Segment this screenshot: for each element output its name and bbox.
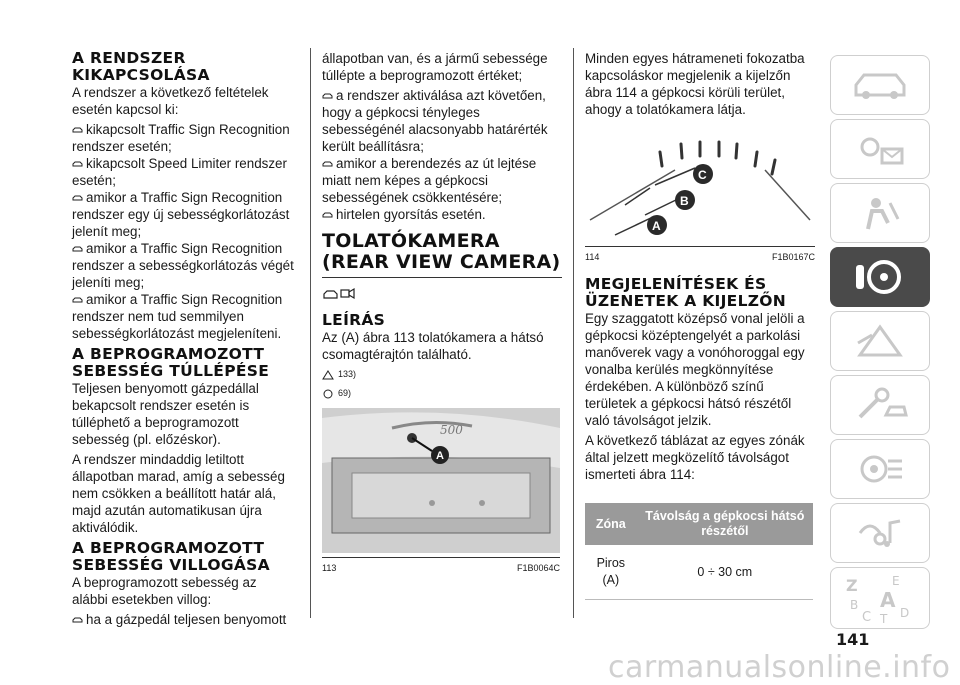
divider	[322, 277, 562, 278]
tab-emergency[interactable]	[830, 311, 930, 371]
car-bullet-icon	[72, 296, 83, 304]
paragraph: A rendszer a következő feltételek esetén kapcsol ki:	[72, 85, 269, 117]
tab-starting-driving[interactable]	[830, 247, 930, 307]
table-header-row	[585, 503, 813, 545]
bullet-list	[72, 121, 296, 342]
camera-car-icon	[322, 284, 356, 302]
column-3	[585, 50, 815, 600]
svg-text:500: 500	[440, 423, 463, 437]
caution-icon	[322, 389, 334, 399]
table-cell: Piros (A)	[585, 545, 637, 600]
list-item: kikapcsolt Speed Limiter rendszer esetén;	[72, 156, 287, 188]
svg-text:C: C	[862, 610, 872, 625]
car-bullet-icon	[72, 194, 83, 202]
heading-speed-exceed: A BEPROGRAMOZOTT SEBESSÉG TÚLLÉPÉSE	[72, 345, 270, 380]
list-item: a rendszer aktiválása azt követően, hogy a gépkocsi tényleges sebességénél alacsonyabb határérték került beállításra;	[322, 88, 548, 154]
camera-display-image	[585, 130, 815, 242]
heading-system-off: A RENDSZER KIKAPCSOLÁSA	[72, 49, 210, 84]
wrench-car-icon	[850, 385, 910, 425]
svg-text:E: E	[892, 574, 900, 588]
paragraph: A beprogramozott sebesség az alábbi esetekben villog:	[72, 575, 257, 607]
paragraph: A következő táblázat az egyes zónák által jelzett megközelítő távolságot ismerteti ábra 114:	[585, 433, 805, 482]
paragraph: Teljesen benyomott gázpedállal bekapcsolt rendszer esetén is túlléphető a beprogramozott sebesség (pl. előzéskor).	[72, 381, 259, 447]
car-bullet-icon	[322, 211, 333, 219]
list-item: amikor a Traffic Sign Recognition rendszer a sebességkorlátozás végét jeleníti meg;	[72, 241, 294, 290]
heading-display-messages: MEGJELENÍTÉSEK ÉS ÜZENETEK A KIJELZŐN	[585, 275, 787, 310]
figure-label-b: B	[680, 194, 689, 208]
paragraph: állapotban van, és a jármű sebessége túllépte a beprogramozott értéket;	[322, 51, 548, 83]
lights-message-icon	[850, 129, 910, 169]
tech-data-icon	[850, 449, 910, 489]
table-row	[585, 545, 813, 600]
paragraph: Egy szaggatott középső vonal jelöli a gépkocsi középtengelyét a parkolási manőverek vagy a vonóhoroggal egy vonalba kerülés megkönnyítése érdekében. A különböző színű területek a gépkocsi hátsó részétől való távolságot jelzik.	[585, 311, 805, 428]
table-header: Távolság a gépkocsi hátsó részétől	[637, 503, 813, 545]
tab-technical-data[interactable]	[830, 439, 930, 499]
figure-number: 113	[322, 563, 337, 573]
column-divider	[310, 48, 311, 618]
car-bullet-icon	[322, 160, 333, 168]
distance-table	[585, 503, 813, 600]
table-cell: 0 ÷ 30 cm	[637, 545, 813, 600]
column-divider	[573, 48, 574, 618]
figure-caption	[585, 246, 815, 266]
tab-multimedia[interactable]	[830, 503, 930, 563]
column-1	[72, 50, 296, 628]
list-item: kikapcsolt Traffic Sign Recognition rendszer esetén;	[72, 122, 290, 154]
reference-note: 133)	[322, 366, 562, 383]
list-item: amikor a berendezés az út lejtése miatt nem képes a gépkocsi sebességének csökkentésére;	[322, 156, 537, 205]
chapter-sidebar	[830, 55, 930, 633]
tab-safety[interactable]	[830, 183, 930, 243]
heading-description: LEÍRÁS	[322, 311, 386, 329]
car-dashboard-icon	[850, 65, 910, 105]
figure-113	[322, 408, 560, 577]
car-bullet-icon	[72, 616, 83, 624]
warning-triangle-icon	[850, 321, 910, 361]
paragraph: Az (A) ábra 113 tolatókamera a hátsó csomagtérajtón található.	[322, 330, 544, 362]
car-bullet-icon	[72, 160, 83, 168]
car-bullet-icon	[72, 245, 83, 253]
list-item: amikor a Traffic Sign Recognition rendszer egy új sebességkorlátozást jelenít meg;	[72, 190, 290, 239]
tab-car-dashboard[interactable]	[830, 55, 930, 115]
bullet-list	[322, 87, 562, 223]
figure-code: F1B0064C	[516, 563, 560, 573]
tailgate-camera-image	[322, 408, 560, 553]
list-item: hirtelen gyorsítás esetén.	[322, 206, 562, 223]
heading-rear-view-camera: TOLATÓKAMERA (REAR VIEW CAMERA)	[322, 230, 561, 273]
figure-caption	[322, 557, 560, 577]
paragraph: A rendszer mindaddig letiltott állapotban marad, amíg a sebesség nem csökken a beállított határ alá, majd azután automatikusan újra aktiválódik.	[72, 452, 285, 535]
tab-lights-messages[interactable]	[830, 119, 930, 179]
paragraph: Minden egyes hátrameneti fokozatba kapcsoláskor megjelenik a kijelzőn ábra 114 a gépkocsi körüli terület, ahogy a tolatókamera látja.	[585, 51, 805, 117]
multimedia-icon	[850, 513, 910, 553]
heading-speed-flashing: A BEPROGRAMOZOTT SEBESSÉG VILLOGÁSA	[72, 539, 270, 574]
table-header: Zóna	[585, 503, 637, 545]
figure-label-a: A	[436, 450, 444, 462]
figure-number: 114	[585, 252, 600, 262]
index-letters-icon	[840, 571, 920, 625]
figure-label-a: A	[652, 219, 661, 233]
svg-text:T: T	[880, 612, 888, 625]
svg-text:B: B	[850, 598, 859, 612]
car-bullet-icon	[322, 92, 333, 100]
list-item: ha a gázpedál teljesen benyomott	[72, 611, 296, 628]
watermark: carmanualsonline.info	[608, 650, 951, 685]
figure-label-c: C	[698, 168, 707, 182]
svg-text:A: A	[880, 588, 896, 612]
page-number: 141	[836, 630, 870, 649]
warning-icon	[322, 370, 334, 380]
key-steering-icon	[850, 255, 910, 299]
figure-code: F1B0167C	[771, 252, 815, 262]
column-2	[322, 50, 562, 577]
svg-text:Z: Z	[846, 576, 858, 595]
figure-114	[585, 130, 815, 266]
reference-note: 69)	[322, 385, 562, 402]
airbag-person-icon	[850, 193, 910, 233]
svg-text:D: D	[900, 606, 910, 620]
tab-maintenance[interactable]	[830, 375, 930, 435]
car-bullet-icon	[72, 126, 83, 134]
list-item: amikor a Traffic Sign Recognition rendszer nem tud semmilyen sebességkorlátozást megjeleníteni.	[72, 292, 283, 341]
tab-index[interactable]	[830, 567, 930, 629]
